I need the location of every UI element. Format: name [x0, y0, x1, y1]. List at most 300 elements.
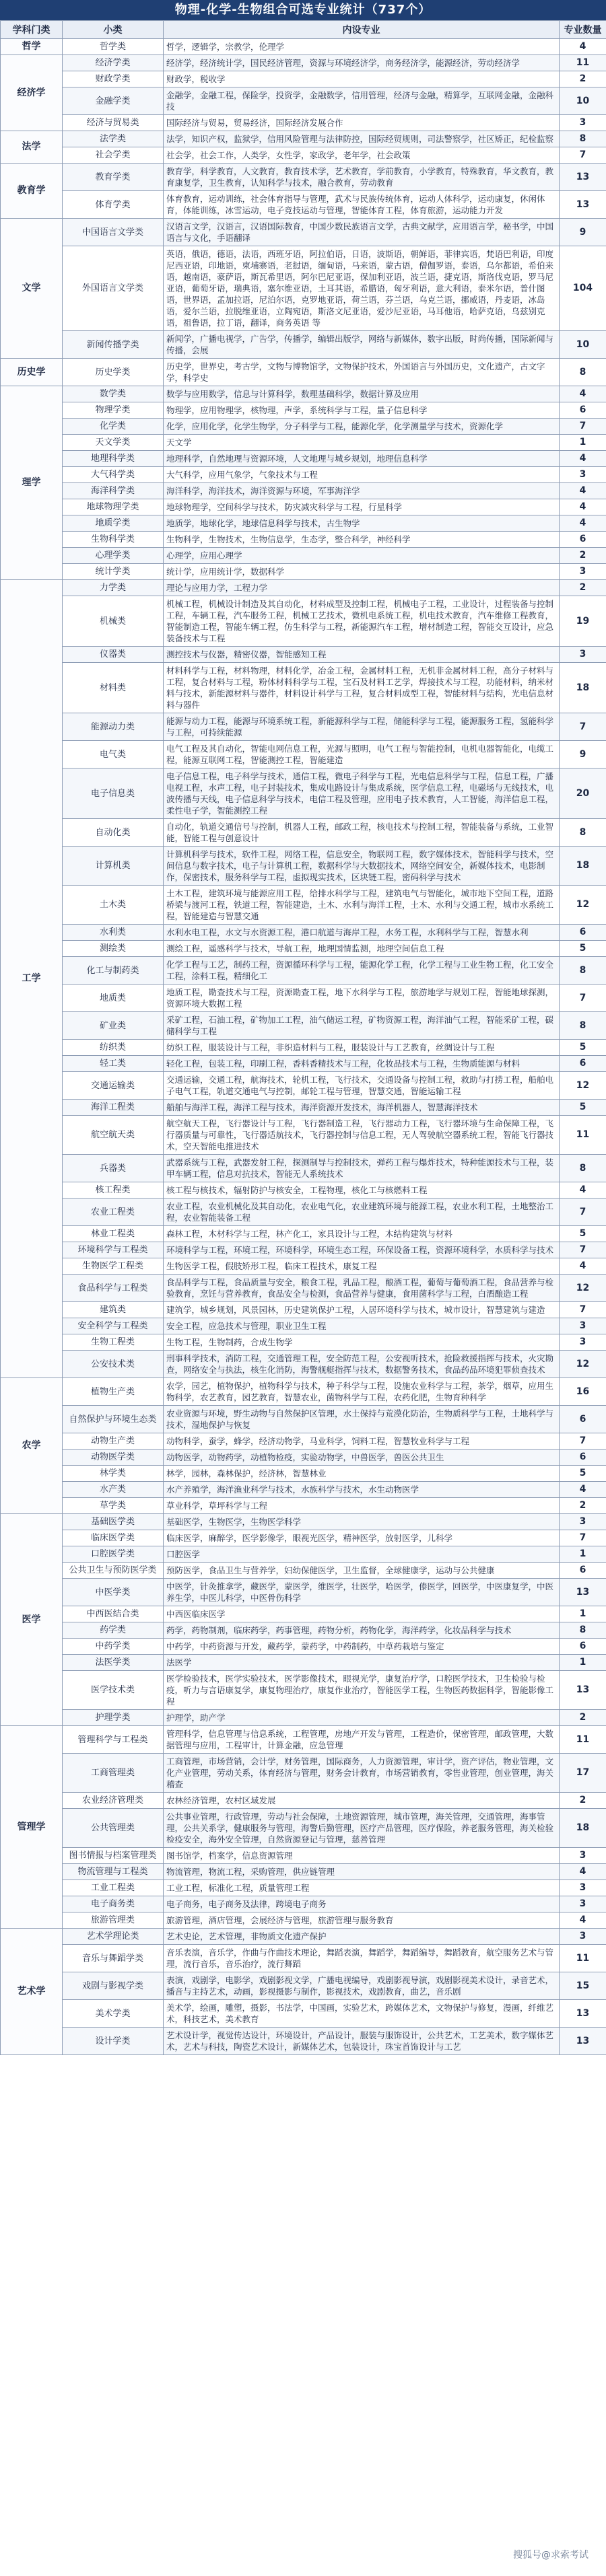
- category-name: 外国语言文学类: [63, 246, 164, 331]
- majors-list: 数学与应用数学，信息与计算科学，数理基础科学，数据计算及应用: [164, 386, 560, 402]
- majors-list: 口腔医学: [164, 1546, 560, 1563]
- table-row: [1, 115, 606, 131]
- category-name: 护理学类: [63, 1710, 164, 1726]
- table-row: [1, 1929, 606, 1945]
- majors-list: 化学，应用化学，化学生物学，分子科学与工程，能源化学，化学测量学与技术，资源化学: [164, 419, 560, 435]
- majors-list: 机械工程，机械设计制造及其自动化，材料成型及控制工程，机械电子工程，工业设计，过程装备与控制工程，车辆工程，汽车服务工程，机械工艺技术，微机电系统工程，机电技术教育，汽车维修工程教育，智能制造工程，智能车辆工程，仿生科学与工程，新能源汽车工程，增材制造工程，智能交互设计，应急装备技术与工程: [164, 596, 560, 647]
- category-name: 航空航天类: [63, 1116, 164, 1155]
- major-count: 3: [560, 1334, 606, 1351]
- major-count: 3: [560, 467, 606, 483]
- category-name: 经济学类: [63, 55, 164, 71]
- table-row: [1, 941, 606, 957]
- major-count: 5: [560, 1466, 606, 1482]
- major-count: 4: [560, 1258, 606, 1275]
- major-count: 3: [560, 115, 606, 131]
- major-count: 4: [560, 499, 606, 515]
- category-name: 土木类: [63, 886, 164, 925]
- majors-list: 音乐表演，音乐学，作曲与作曲技术理论，舞蹈表演，舞蹈学，舞蹈编导，舞蹈教育，航空服务艺术与管理，流行音乐，音乐治疗，流行舞蹈: [164, 1945, 560, 1972]
- majors-list: 化学工程与工艺，制药工程，资源循环科学与工程，能源化学工程，化学工程与工业生物工程，化工安全工程，涂料工程，精细化工: [164, 957, 560, 985]
- majors-list: 刑事科学技术，消防工程，交通管理工程，安全防范工程，公安视听技术，抢险救援指挥与技术，火灾勘查，网络安全与执法，核生化消防，海警舰艇指挥与技术，数据警务技术，食品药品环境犯罪侦查技术: [164, 1351, 560, 1378]
- table-row: [1, 1351, 606, 1378]
- category-name: 金融学类: [63, 87, 164, 115]
- category-name: 动物生产类: [63, 1433, 164, 1450]
- majors-list: 药学，药物制剂，临床药学，药事管理，药物分析，药物化学，海洋药学，化妆品科学与技术: [164, 1622, 560, 1639]
- category-name: 自动化类: [63, 819, 164, 847]
- category-name: 经济与贸易类: [63, 115, 164, 131]
- majors-list: 航空航天工程，飞行器设计与工程，飞行器制造工程，飞行器动力工程，飞行器环境与生命保障工程，飞行器质量与可靠性，飞行器适航技术，飞行器控制与信息工程，无人驾驶航空器系统工程，智能飞行器技术，空天智能电推进技术: [164, 1116, 560, 1155]
- majors-list: 预防医学，食品卫生与营养学，妇幼保健医学，卫生监督，全球健康学，运动与公共健康: [164, 1563, 560, 1579]
- majors-list: 管理科学，信息管理与信息系统，工程管理，房地产开发与管理，工程造价，保密管理，邮政管理，大数据管理与应用，工程审计，计算金融，应急管理: [164, 1726, 560, 1754]
- category-name: 仪器类: [63, 647, 164, 663]
- major-count: 8: [560, 819, 606, 847]
- major-count: 9: [560, 219, 606, 246]
- table-row: [1, 499, 606, 515]
- majors-list: 中药学，中药资源与开发，藏药学，蒙药学，中药制药，中草药栽培与鉴定: [164, 1639, 560, 1655]
- table-row: [1, 1579, 606, 1606]
- category-name: 安全科学与工程类: [63, 1318, 164, 1334]
- majors-list: 艺术史论，艺术管理，非物质文化遗产保护: [164, 1929, 560, 1945]
- category-name: 财政学类: [63, 71, 164, 87]
- major-count: 11: [560, 55, 606, 71]
- majors-list: 基础医学，生物医学，生物医学科学: [164, 1514, 560, 1530]
- majors-list: 采矿工程，石油工程，矿物加工工程，油气储运工程，矿物资源工程，海洋油气工程，智能采矿工程，碳储科学与工程: [164, 1012, 560, 1040]
- major-count: 8: [560, 131, 606, 147]
- category-name: 统计学类: [63, 564, 164, 580]
- major-count: 1: [560, 1655, 606, 1671]
- major-count: 18: [560, 1809, 606, 1848]
- category-name: 生物医学工程类: [63, 1258, 164, 1275]
- category-name: 草学类: [63, 1498, 164, 1514]
- header-majors: 内设专业: [164, 21, 560, 39]
- major-count: 1: [560, 1606, 606, 1622]
- majors-list: 物理学，应用物理学，核物理，声学，系统科学与工程，量子信息科学: [164, 402, 560, 419]
- table-row: [1, 1671, 606, 1710]
- majors-list: 水利水电工程，水文与水资源工程，港口航道与海岸工程，水务工程，水利科学与工程，智慧水利: [164, 925, 560, 941]
- major-count: 4: [560, 1182, 606, 1198]
- major-count: 9: [560, 741, 606, 768]
- category-name: 自然保护与环境生态类: [63, 1406, 164, 1433]
- table-row: [1, 131, 606, 147]
- major-count: 3: [560, 1318, 606, 1334]
- group-name: 理学: [1, 386, 63, 580]
- category-name: 哲学类: [63, 39, 164, 55]
- table-row: [1, 1040, 606, 1056]
- category-name: 物理学类: [63, 402, 164, 419]
- category-name: 中西医结合类: [63, 1606, 164, 1622]
- majors-list: 草业科学，草坪科学与工程: [164, 1498, 560, 1514]
- major-count: 4: [560, 1912, 606, 1929]
- major-count: 13: [560, 164, 606, 191]
- table-row: [1, 1606, 606, 1622]
- category-name: 纺织类: [63, 1040, 164, 1056]
- table-row: [1, 483, 606, 499]
- category-name: 地质类: [63, 985, 164, 1012]
- table-row: [1, 55, 606, 71]
- majors-list: 动物医学，动物药学，动植物检疫，实验动物学，中兽医学，兽医公共卫生: [164, 1450, 560, 1466]
- category-name: 心理学类: [63, 548, 164, 564]
- major-count: 13: [560, 1671, 606, 1710]
- category-name: 轻工类: [63, 1056, 164, 1072]
- table-row: [1, 71, 606, 87]
- category-name: 社会学类: [63, 147, 164, 164]
- category-name: 食品科学与工程类: [63, 1275, 164, 1302]
- major-count: 8: [560, 359, 606, 386]
- table-row: [1, 191, 606, 219]
- category-name: 生物科学类: [63, 532, 164, 548]
- majors-list: 图书馆学，档案学，信息资源管理: [164, 1848, 560, 1864]
- major-count: 2: [560, 1710, 606, 1726]
- category-name: 生物工程类: [63, 1334, 164, 1351]
- major-count: 3: [560, 564, 606, 580]
- majors-list: 轻化工程，包装工程，印刷工程，香料香精技术与工程，化妆品技术与工程，生物质能源与材料: [164, 1056, 560, 1072]
- major-count: 13: [560, 2028, 606, 2055]
- table-row: [1, 925, 606, 941]
- category-name: 体育学类: [63, 191, 164, 219]
- major-count: 6: [560, 925, 606, 941]
- table-row: [1, 1378, 606, 1406]
- category-name: 植物生产类: [63, 1378, 164, 1406]
- majors-list: 食品科学与工程，食品质量与安全，粮食工程，乳品工程，酿酒工程，葡萄与葡萄酒工程，食品营养与检验教育，烹饪与营养教育，食品安全与检测，食品营养与健康，食用菌科学与工程，白酒酿造工程: [164, 1275, 560, 1302]
- table-row: [1, 1848, 606, 1864]
- category-name: 工业工程类: [63, 1880, 164, 1896]
- major-count: 4: [560, 515, 606, 532]
- major-count: 7: [560, 1433, 606, 1450]
- category-name: 公共管理类: [63, 1809, 164, 1848]
- table-row: [1, 2000, 606, 2028]
- table-row: [1, 647, 606, 663]
- major-count: 4: [560, 1482, 606, 1498]
- major-count: 3: [560, 1514, 606, 1530]
- table-row: [1, 1622, 606, 1639]
- category-name: 医学技术类: [63, 1671, 164, 1710]
- table-row: [1, 1116, 606, 1155]
- category-name: 动物医学类: [63, 1450, 164, 1466]
- major-count: 2: [560, 71, 606, 87]
- majors-list: 地质学，地球化学，地球信息科学与技术，古生物学: [164, 515, 560, 532]
- table-body: [1, 39, 606, 2055]
- major-count: 8: [560, 1622, 606, 1639]
- table-row: [1, 1972, 606, 2000]
- majors-list: 旅游管理，酒店管理，会展经济与管理，旅游管理与服务教育: [164, 1912, 560, 1929]
- category-name: 兵器类: [63, 1155, 164, 1182]
- group-name: 文学: [1, 219, 63, 359]
- majors-list: 中医学，针灸推拿学，藏医学，蒙医学，维医学，壮医学，哈医学，傣医学，回医学，中医康复学，中医养生学，中医儿科学，中医骨伤科学: [164, 1579, 560, 1606]
- major-count: 18: [560, 847, 606, 886]
- category-name: 矿业类: [63, 1012, 164, 1040]
- major-count: 4: [560, 483, 606, 499]
- group-name: 经济学: [1, 55, 63, 131]
- category-name: 计算机类: [63, 847, 164, 886]
- table-row: [1, 467, 606, 483]
- table-row: [1, 886, 606, 925]
- table-row: [1, 39, 606, 55]
- table-row: [1, 768, 606, 819]
- major-count: 15: [560, 1972, 606, 2000]
- table-row: [1, 1864, 606, 1880]
- majors-list: 生物医学工程，假肢矫形工程，临床工程技术，康复工程: [164, 1258, 560, 1275]
- majors-list: 历史学，世界史，考古学，文物与博物馆学，文物保护技术，外国语言与外国历史，文化遗产，古文字学，科学史: [164, 359, 560, 386]
- major-count: 1: [560, 435, 606, 451]
- major-count: 6: [560, 402, 606, 419]
- major-count: 7: [560, 1242, 606, 1258]
- category-name: 艺术学理论类: [63, 1929, 164, 1945]
- major-count: 10: [560, 331, 606, 359]
- table-row: [1, 386, 606, 402]
- group-name: 法学: [1, 131, 63, 164]
- category-name: 新闻传播学类: [63, 331, 164, 359]
- major-count: 2: [560, 1498, 606, 1514]
- majors-list: 美术学，绘画，雕塑，摄影，书法学，中国画，实验艺术，跨媒体艺术，文物保护与修复，漫画，纤维艺术，科技艺术，美术教育: [164, 2000, 560, 2028]
- major-count: 11: [560, 1945, 606, 1972]
- table-row: [1, 1056, 606, 1072]
- major-count: 17: [560, 1754, 606, 1793]
- category-name: 口腔医学类: [63, 1546, 164, 1563]
- group-name: 工学: [1, 580, 63, 1378]
- category-name: 戏剧与影视学类: [63, 1972, 164, 2000]
- major-count: 2: [560, 548, 606, 564]
- table-row: [1, 1546, 606, 1563]
- category-name: 公共卫生与预防医学类: [63, 1563, 164, 1579]
- category-name: 电子信息类: [63, 768, 164, 819]
- majors-list: 金融学，金融工程，保险学，投资学，金融数学，信用管理，经济与金融，精算学，互联网金融，金融科技: [164, 87, 560, 115]
- major-count: 5: [560, 1100, 606, 1116]
- major-count: 3: [560, 647, 606, 663]
- table-row: [1, 1912, 606, 1929]
- group-name: 教育学: [1, 164, 63, 219]
- major-count: 3: [560, 1880, 606, 1896]
- category-name: 农业经济管理类: [63, 1793, 164, 1809]
- major-count: 6: [560, 1563, 606, 1579]
- category-name: 管理科学与工程类: [63, 1726, 164, 1754]
- majors-list: 土木工程，建筑环境与能源应用工程，给排水科学与工程，建筑电气与智能化，城市地下空间工程，道路桥梁与渡河工程，铁道工程，智能建造，土木、水利与海洋工程，土木、水利与交通工程，城市水系统工程，智能建造与智慧交通: [164, 886, 560, 925]
- table-row: [1, 1100, 606, 1116]
- majors-list: 表演，戏剧学，电影学，戏剧影视文学，广播电视编导，戏剧影视导演，戏剧影视美术设计，录音艺术，播音与主持艺术，动画，影视摄影与制作，影视技术，戏剧教育，曲艺，音乐剧: [164, 1972, 560, 2000]
- majors-list: 中西医临床医学: [164, 1606, 560, 1622]
- table-row: [1, 164, 606, 191]
- table-row: [1, 957, 606, 985]
- category-name: 工商管理类: [63, 1754, 164, 1793]
- table-row: [1, 596, 606, 647]
- majors-list: 法学，知识产权，监狱学，信用风险管理与法律防控，国际经贸规则，司法警察学，社区矫正，纪检监察: [164, 131, 560, 147]
- major-count: 4: [560, 39, 606, 55]
- majors-list: 测控技术与仪器，精密仪器，智能感知工程: [164, 647, 560, 663]
- table-row: [1, 1530, 606, 1546]
- table-row: [1, 1275, 606, 1302]
- table-row: [1, 219, 606, 246]
- category-name: 林业工程类: [63, 1226, 164, 1242]
- table-row: [1, 1182, 606, 1198]
- table-row: [1, 819, 606, 847]
- major-count: 5: [560, 941, 606, 957]
- table-row: [1, 515, 606, 532]
- category-name: 能源动力类: [63, 713, 164, 741]
- table-row: [1, 1012, 606, 1040]
- majors-list: 天文学: [164, 435, 560, 451]
- category-name: 大气科学类: [63, 467, 164, 483]
- table-row: [1, 1482, 606, 1498]
- category-name: 测绘类: [63, 941, 164, 957]
- major-count: 4: [560, 451, 606, 467]
- category-name: 化工与制药类: [63, 957, 164, 985]
- table-row: [1, 451, 606, 467]
- major-count: 5: [560, 1040, 606, 1056]
- category-name: 地理科学类: [63, 451, 164, 467]
- major-count: 11: [560, 1116, 606, 1155]
- major-count: 13: [560, 1579, 606, 1606]
- majors-table: [0, 20, 606, 2055]
- table-row: [1, 1318, 606, 1334]
- majors-list: 地质工程，勘查技术与工程，资源勘查工程，地下水科学与工程，旅游地学与规划工程，智能地球探测，资源环境大数据工程: [164, 985, 560, 1012]
- table-row: [1, 1655, 606, 1671]
- majors-list: 经济学，经济统计学，国民经济管理，资源与环境经济学，商务经济学，能源经济，劳动经济学: [164, 55, 560, 71]
- majors-list: 艺术设计学，视觉传达设计，环境设计，产品设计，服装与服饰设计，公共艺术，工艺美术，数字媒体艺术，艺术与科技，陶瓷艺术设计，新媒体艺术，包装设计，珠宝首饰设计与工艺: [164, 2028, 560, 2055]
- majors-list: 核工程与核技术，辐射防护与核安全，工程物理，核化工与核燃料工程: [164, 1182, 560, 1198]
- majors-list: 生物工程，生物制药，合成生物学: [164, 1334, 560, 1351]
- group-name: 历史学: [1, 359, 63, 386]
- category-name: 水产类: [63, 1482, 164, 1498]
- category-name: 公安技术类: [63, 1351, 164, 1378]
- majors-list: 海洋科学，海洋技术，海洋资源与环境，军事海洋学: [164, 483, 560, 499]
- table-row: [1, 1514, 606, 1530]
- majors-list: 公共事业管理，行政管理，劳动与社会保障，土地资源管理，城市管理，海关管理，交通管理，海事管理，公共关系学，健康服务与管理，海警后勤管理，医疗产品管理，医疗保险，养老服务管理，海关检验检疫安全，海外安全管理，自然资源登记与管理，慈善管理: [164, 1809, 560, 1848]
- table-row: [1, 1754, 606, 1793]
- majors-list: 农业工程，农业机械化及其自动化，农业电气化，农业建筑环境与能源工程，农业水利工程，土地整治工程，农业智能装备工程: [164, 1198, 560, 1226]
- majors-list: 汉语言文学，汉语言，汉语国际教育，中国少数民族语言文学，古典文献学，应用语言学，秘书学，中国语言与文化，手语翻译: [164, 219, 560, 246]
- table-row: [1, 331, 606, 359]
- category-name: 电子商务类: [63, 1896, 164, 1912]
- page-title: 物理-化学-生物组合可选专业统计（737个）: [0, 0, 606, 20]
- major-count: 12: [560, 886, 606, 925]
- table-row: [1, 402, 606, 419]
- group-name: 农学: [1, 1378, 63, 1514]
- table-row: [1, 1334, 606, 1351]
- table-row: [1, 1450, 606, 1466]
- majors-list: 新闻学，广播电视学，广告学，传播学，编辑出版学，网络与新媒体，数字出版，时尚传播，国际新闻与传播，会展: [164, 331, 560, 359]
- major-count: 6: [560, 1450, 606, 1466]
- majors-list: 武器系统与工程，武器发射工程，探测制导与控制技术，弹药工程与爆炸技术，特种能源技术与工程，装甲车辆工程，信息对抗技术，智能无人系统技术: [164, 1155, 560, 1182]
- majors-list: 水产养殖学，海洋渔业科学与技术，水族科学与技术，水生动物医学: [164, 1482, 560, 1498]
- group-name: 管理学: [1, 1726, 63, 1929]
- table-row: [1, 532, 606, 548]
- header-category: 小类: [63, 21, 164, 39]
- majors-list: 林学，园林，森林保护，经济林，智慧林业: [164, 1466, 560, 1482]
- table-row: [1, 1563, 606, 1579]
- category-name: 中国语言文学类: [63, 219, 164, 246]
- major-count: 4: [560, 386, 606, 402]
- majors-list: 社会学，社会工作，人类学，女性学，家政学，老年学，社会政策: [164, 147, 560, 164]
- table-row: [1, 147, 606, 164]
- table-row: [1, 2028, 606, 2055]
- table-row: [1, 1710, 606, 1726]
- table-row: [1, 1726, 606, 1754]
- major-count: 2: [560, 580, 606, 596]
- majors-list: 环境科学与工程，环境工程，环境科学，环境生态工程，环保设备工程，资源环境科学，水质科学与技术: [164, 1242, 560, 1258]
- majors-list: 物流管理，物流工程，采购管理，供应链管理: [164, 1864, 560, 1880]
- majors-list: 国际经济与贸易，贸易经济，国际经济发展合作: [164, 115, 560, 131]
- majors-list: 英语，俄语，德语，法语，西班牙语，阿拉伯语，日语，波斯语，朝鲜语，菲律宾语，梵语巴利语，印度尼西亚语，印地语，柬埔寨语，老挝语，缅甸语，马来语，蒙古语，僧伽罗语，泰语，乌尔都语，希伯来语，越南语，豪萨语，斯瓦希里语，阿尔巴尼亚语，保加利亚语，波兰语，捷克语，斯洛伐克语，罗马尼亚语，葡萄牙语，瑞典语，塞尔维亚语，土耳其语，希腊语，匈牙利语，意大利语，泰米尔语，普什图语，世界语，孟加拉语，尼泊尔语，克罗地亚语，荷兰语，芬兰语，乌克兰语，挪威语，丹麦语，冰岛语，爱尔兰语，拉脱维亚语，立陶宛语，斯洛文尼亚语，爱沙尼亚语，马耳他语，哈萨克语，乌兹别克语，祖鲁语，拉丁语，翻译，商务英语 等: [164, 246, 560, 331]
- table-row: [1, 87, 606, 115]
- majors-list: 船舶与海洋工程，海洋工程与技术，海洋资源开发技术，海洋机器人，智慧海洋技术: [164, 1100, 560, 1116]
- table-row: [1, 246, 606, 331]
- table-row: [1, 564, 606, 580]
- table-row: [1, 1155, 606, 1182]
- majors-list: 工商管理，市场营销，会计学，财务管理，国际商务，人力资源管理，审计学，资产评估，物业管理，文化产业管理，劳动关系，体育经济与管理，财务会计教育，市场营销教育，零售业管理，创业管理，海关稽查: [164, 1754, 560, 1793]
- table-row: [1, 359, 606, 386]
- category-name: 音乐与舞蹈学类: [63, 1945, 164, 1972]
- category-name: 天文学类: [63, 435, 164, 451]
- majors-list: 纺织工程，服装设计与工程，非织造材料与工程，服装设计与工艺教育，丝绸设计与工程: [164, 1040, 560, 1056]
- table-row: [1, 1880, 606, 1896]
- table-row: [1, 1433, 606, 1450]
- major-count: 3: [560, 1929, 606, 1945]
- major-count: 18: [560, 663, 606, 713]
- major-count: 7: [560, 713, 606, 741]
- category-name: 交通运输类: [63, 1072, 164, 1100]
- majors-list: 统计学，应用统计学，数据科学: [164, 564, 560, 580]
- majors-list: 交通运输，交通工程，航海技术，轮机工程，飞行技术，交通设备与控制工程，救助与打捞工程，船舶电子电气工程，轨道交通电气与控制，邮轮工程与管理，智慧交通，智能运输工程: [164, 1072, 560, 1100]
- category-name: 法医学类: [63, 1655, 164, 1671]
- category-name: 核工程类: [63, 1182, 164, 1198]
- category-name: 基础医学类: [63, 1514, 164, 1530]
- table-row: [1, 580, 606, 596]
- majors-list: 法医学: [164, 1655, 560, 1671]
- category-name: 化学类: [63, 419, 164, 435]
- category-name: 环境科学与工程类: [63, 1242, 164, 1258]
- table-row: [1, 1793, 606, 1809]
- major-count: 7: [560, 1302, 606, 1318]
- category-name: 中医学类: [63, 1579, 164, 1606]
- majors-list: 教育学，科学教育，人文教育，教育技术学，艺术教育，学前教育，小学教育，特殊教育，华文教育，教育康复学，卫生教育，认知科学与技术，融合教育，劳动教育: [164, 164, 560, 191]
- category-name: 设计学类: [63, 2028, 164, 2055]
- majors-list: 农业资源与环境，野生动物与自然保护区管理，水土保持与荒漠化防治，生物质科学与工程，土地科学与技术，湿地保护与恢复: [164, 1406, 560, 1433]
- table-row: [1, 435, 606, 451]
- majors-list: 生物科学，生物技术，生物信息学，生态学，整合科学，神经科学: [164, 532, 560, 548]
- category-name: 图书情报与档案管理类: [63, 1848, 164, 1864]
- major-count: 7: [560, 1530, 606, 1546]
- header-count: 专业数量: [560, 21, 606, 39]
- category-name: 海洋工程类: [63, 1100, 164, 1116]
- majors-list: 地理科学，自然地理与资源环境，人文地理与城乡规划，地理信息科学: [164, 451, 560, 467]
- majors-list: 临床医学，麻醉学，医学影像学，眼视光医学，精神医学，放射医学，儿科学: [164, 1530, 560, 1546]
- major-count: 19: [560, 596, 606, 647]
- table-row: [1, 847, 606, 886]
- major-count: 1: [560, 1546, 606, 1563]
- major-count: 104: [560, 246, 606, 331]
- major-count: 11: [560, 1726, 606, 1754]
- major-count: 8: [560, 957, 606, 985]
- table-row: [1, 663, 606, 713]
- table-row: [1, 1466, 606, 1482]
- category-name: 临床医学类: [63, 1530, 164, 1546]
- group-name: 艺术学: [1, 1929, 63, 2055]
- category-name: 旅游管理类: [63, 1912, 164, 1929]
- major-count: 13: [560, 191, 606, 219]
- table-row: [1, 1498, 606, 1514]
- majors-list: 心理学，应用心理学: [164, 548, 560, 564]
- majors-list: 工业工程，标准化工程，质量管理工程: [164, 1880, 560, 1896]
- majors-list: 大气科学，应用气象学，气象技术与工程: [164, 467, 560, 483]
- table-row: [1, 713, 606, 741]
- major-count: 6: [560, 1056, 606, 1072]
- major-count: 6: [560, 1406, 606, 1433]
- majors-list: 测绘工程，遥感科学与技术，导航工程，地理国情监测，地理空间信息工程: [164, 941, 560, 957]
- major-count: 12: [560, 1351, 606, 1378]
- table-row: [1, 741, 606, 768]
- category-name: 历史学类: [63, 359, 164, 386]
- table-row: [1, 985, 606, 1012]
- category-name: 海洋科学类: [63, 483, 164, 499]
- major-count: 8: [560, 1155, 606, 1182]
